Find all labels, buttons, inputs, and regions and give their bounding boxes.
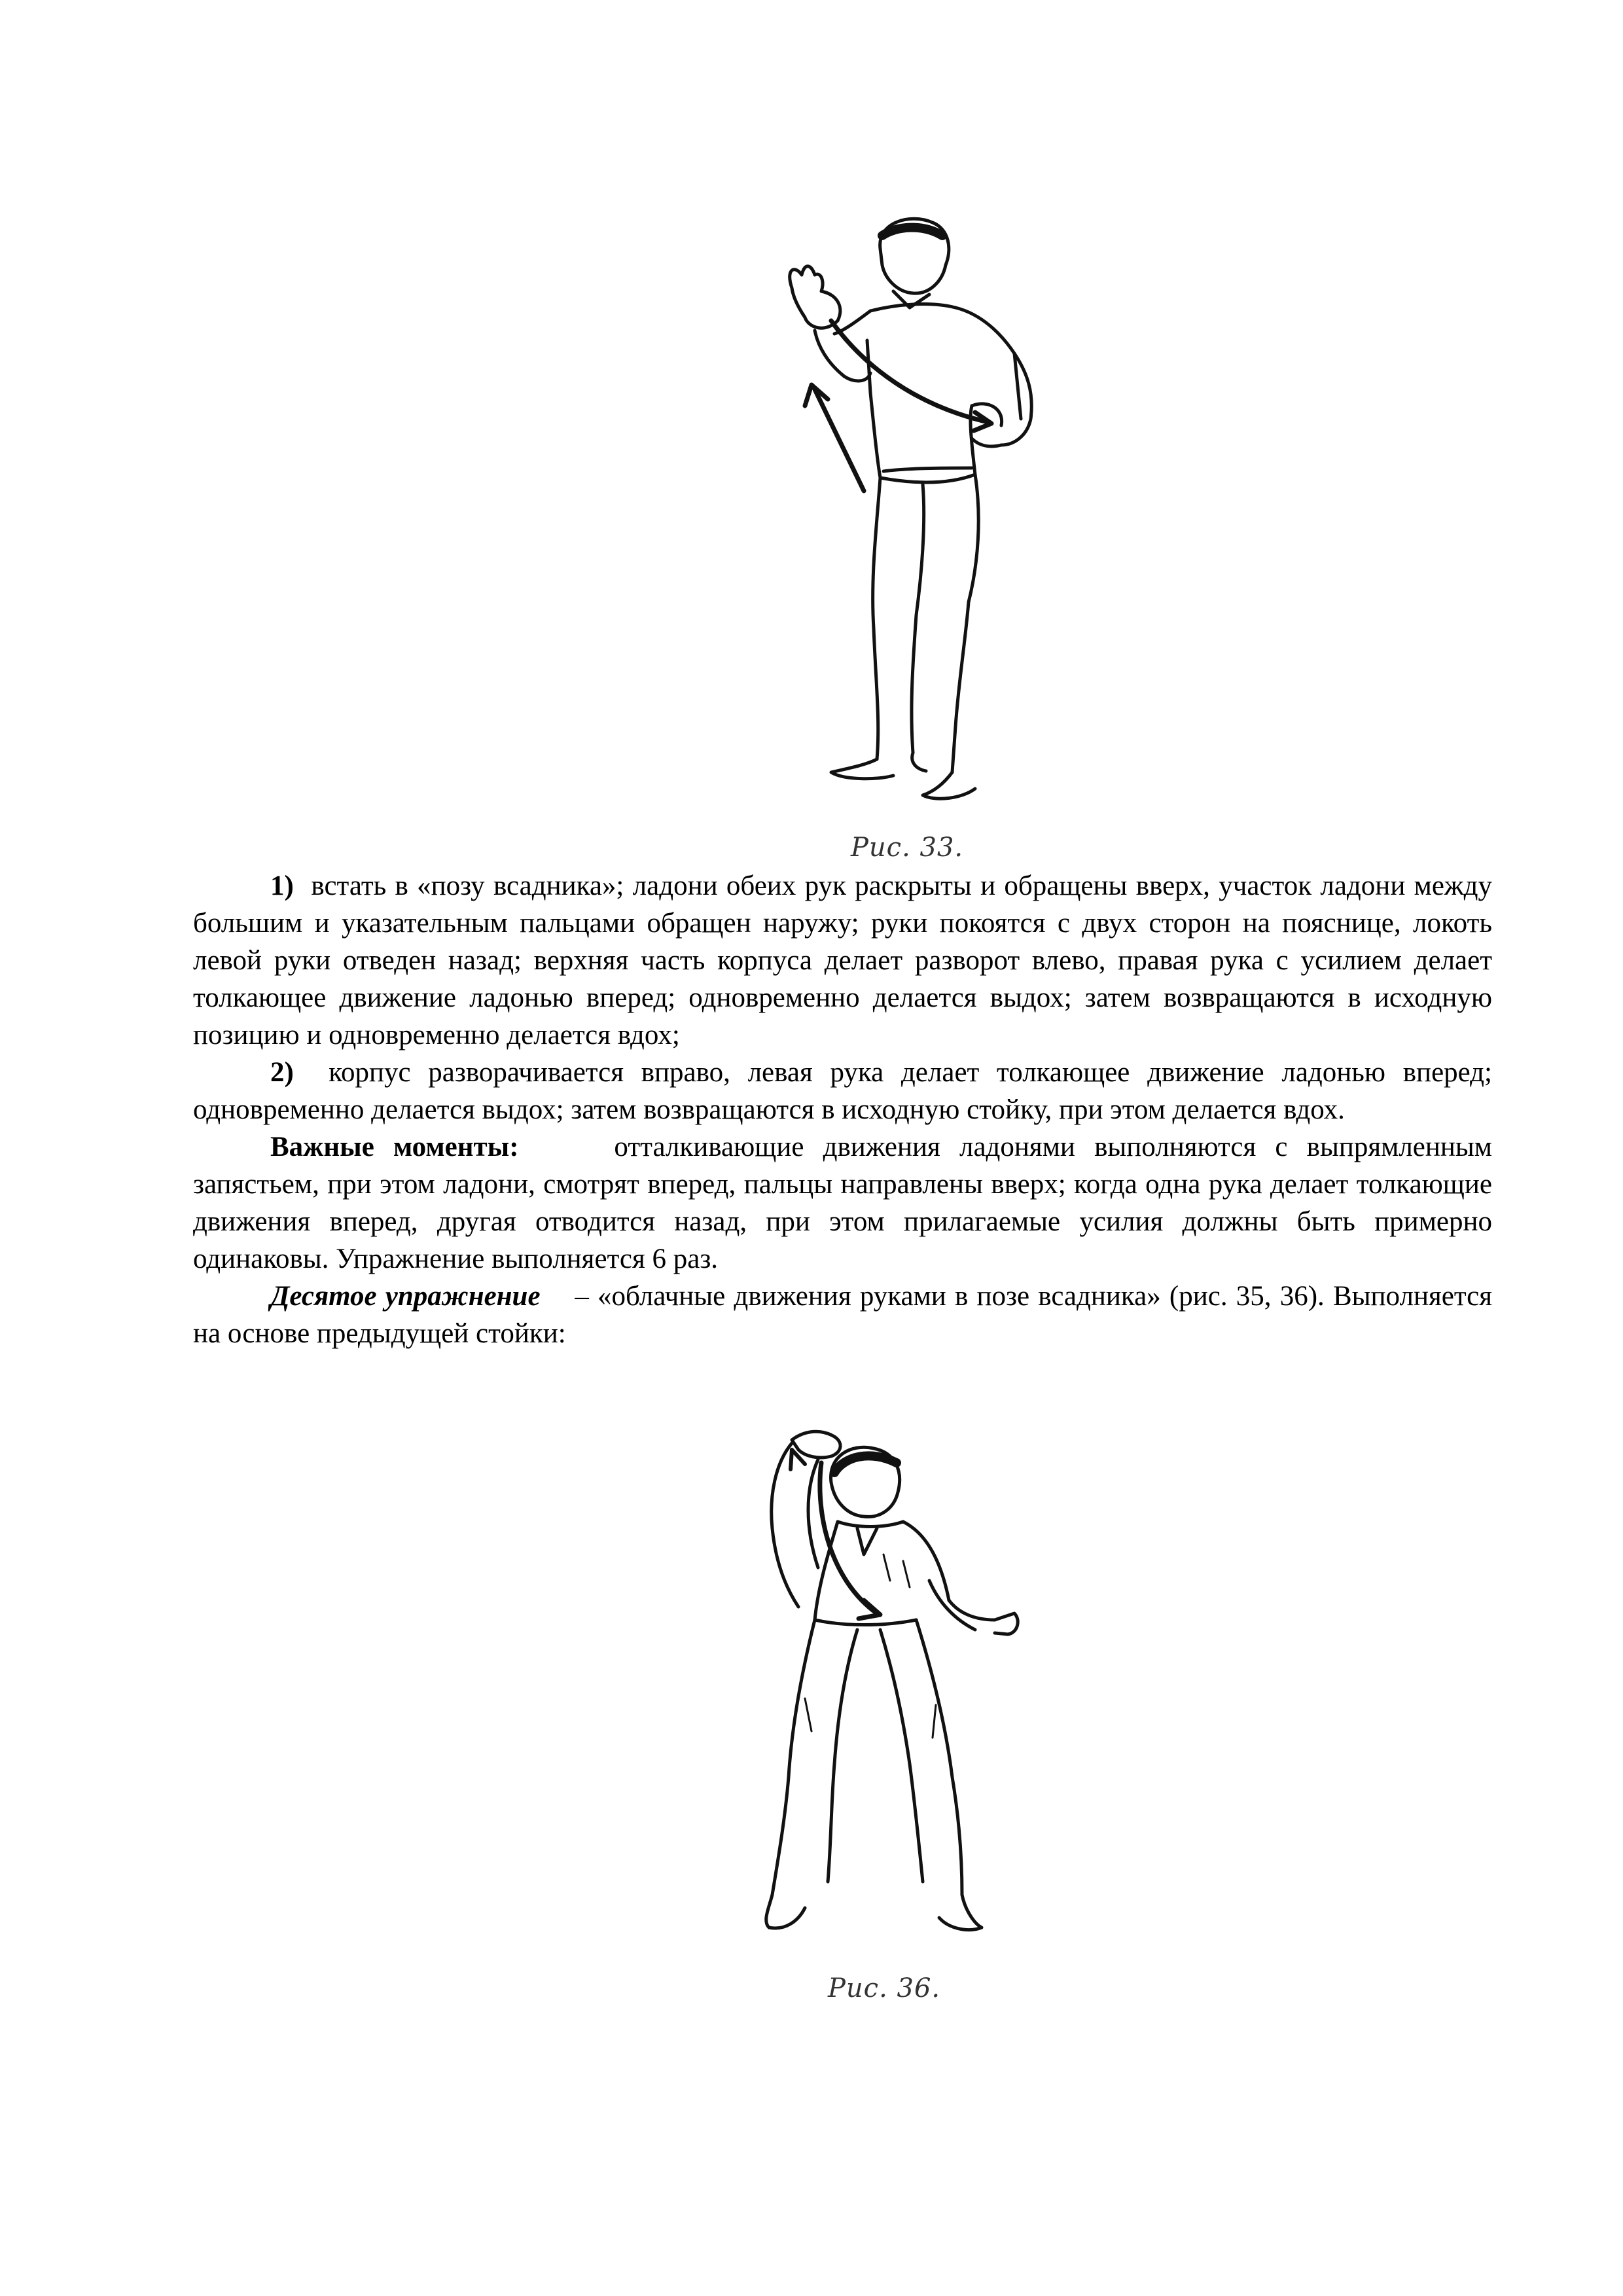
paragraph-important — [193, 1128, 1492, 1278]
paragraph-tenth-exercise — [193, 1278, 1492, 1352]
figure-33-caption: Рис. 33. — [851, 833, 964, 863]
figure-36-illustration — [707, 1424, 1073, 1941]
important-text: отталкивающие движения ладонями выполняются с выпрямленным запястьем, при этом ладони, смотрят вперед, пальцы направлены вверх; когда одна рука делает толкающие движения вперед, другая отводится назад, при этом прилагаемые усилия должны быть примерно одинаковы. Упражнение выполняется 6 раз. — [193, 1132, 1493, 1274]
paragraph-step-2 — [193, 1054, 1492, 1128]
paragraph-step-1 — [193, 867, 1492, 1054]
step-1-number: 1) — [270, 870, 294, 901]
step-1-text: встать в «позу всадника»; ладони обеих рук раскрыты и обращены вверх, участок ладони между большим и указательным пальцами обращен наружу; руки покоятся с двух сторон на пояснице, локоть левой руки отведен назад; верхняя часть корпуса делает разворот влево, правая рука с усилием делает толкающее движение ладонью вперед; одновременно делается выдох; затем возвращаются в исходную позицию и одновременно делается вдох; — [193, 870, 1492, 1050]
figure-36-caption: Рис. 36. — [828, 1973, 941, 2003]
important-heading: Важные моменты: — [270, 1132, 519, 1162]
tenth-exercise-heading: Десятое упражнение — [270, 1281, 541, 1312]
tenth-exercise-text: – «облачные движения руками в позе всадника» (рис. 35, 36). Выполняется на основе предыдущей стойки: — [193, 1281, 1492, 1349]
step-2-number: 2) — [270, 1057, 294, 1088]
instructions-block — [193, 867, 1492, 1352]
figure-33-illustration — [713, 209, 1093, 812]
step-2-text: корпус разворачивается вправо, левая рука делает толкающее движение ладонью вперед; одновременно делается выдох; затем возвращаются в исходную стойку, при этом делается вдох. — [193, 1057, 1492, 1125]
